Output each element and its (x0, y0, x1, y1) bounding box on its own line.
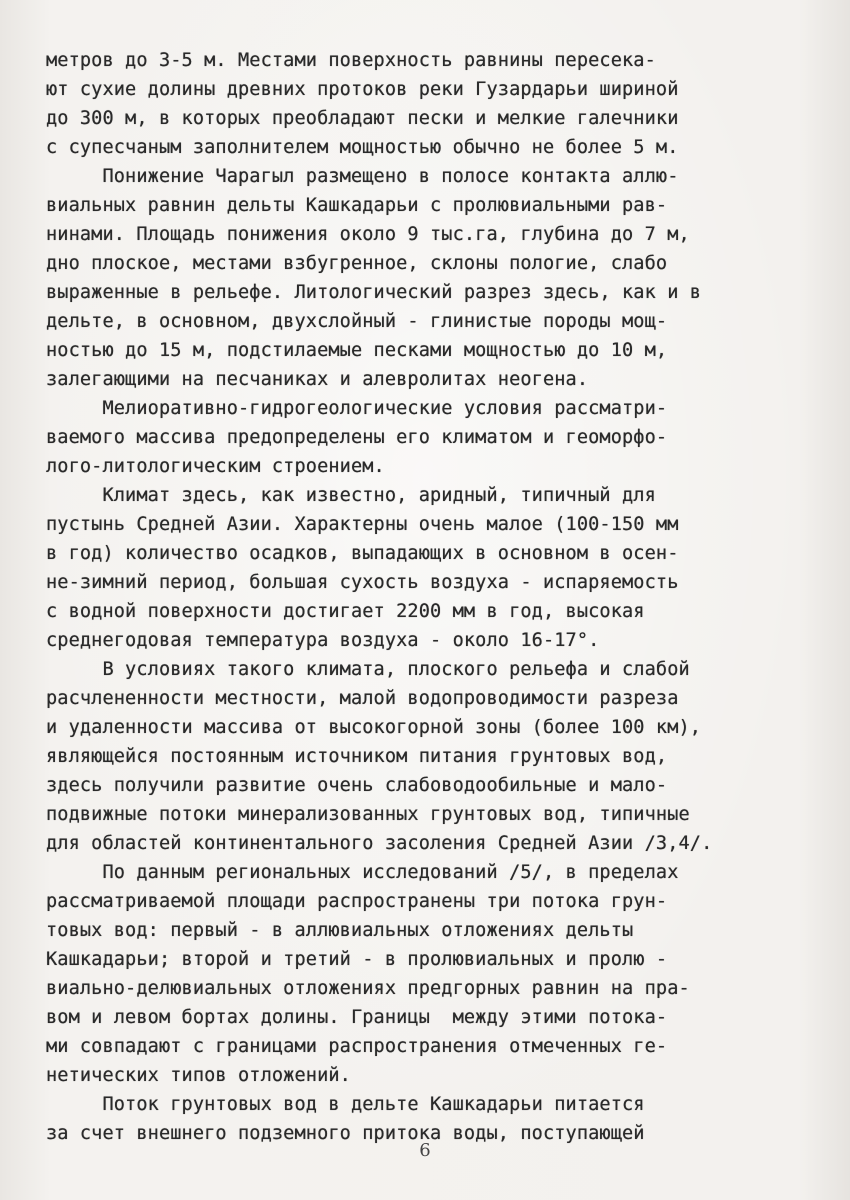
page-number: 6 (419, 1140, 431, 1161)
text-line-16: Климат здесь, как известно, аридный, типичный для (46, 485, 656, 506)
text-line-10: дельте, в основном, двухслойный - глинистые породы мощ- (46, 311, 668, 332)
text-line-28: для областей континентального засоления Средней Азии /3,4/. (46, 833, 713, 854)
text-line-6: виальных равнин дельты Кашкадарьи с пролювиальными рав- (46, 195, 668, 216)
text-line-2: ют сухие долины древних протоков реки Гузардарьи шириной (46, 79, 679, 100)
text-line-38: за счет внешнего подземного притока воды, поступающей (46, 1123, 645, 1144)
text-line-22: В условиях такого климата, плоского рельефа и слабой (46, 659, 690, 680)
text-line-29: По данным региональных исследований /5/, в пределах (46, 862, 679, 883)
text-line-7: нинами. Площадь понижения около 9 тыс.га, глубина до 7 м, (46, 224, 690, 245)
text-line-27: подвижные потоки минерализованных грунтовых вод, типичные (46, 804, 690, 825)
text-line-14: ваемого массива предопределены его климатом и геоморфо- (46, 427, 668, 448)
text-line-3: до 300 м, в которых преобладают пески и мелкие галечники (46, 108, 679, 129)
text-line-33: виально-делювиальных отложениях предгорных равнин на пра- (46, 978, 690, 999)
text-line-18: в год) количество осадков, выпадающих в основном в осен- (46, 543, 679, 564)
text-line-32: Кашкадарьи; второй и третий - в пролювиальных и пролю - (46, 949, 668, 970)
text-line-23: расчлененности местности, малой водопроводимости разреза (46, 688, 679, 709)
text-line-11: ностью до 15 м, подстилаемые песками мощностью до 10 м, (46, 340, 668, 361)
text-line-35: ми совпадают с границами распространения отмеченных ге- (46, 1036, 668, 1057)
text-line-37: Поток грунтовых вод в дельте Кашкадарьи питается (46, 1094, 645, 1115)
text-line-17: пустынь Средней Азии. Характерны очень малое (100-150 мм (46, 514, 679, 535)
text-line-9: выраженные в рельефе. Литологический разрез здесь, как и в (46, 282, 702, 303)
text-line-1: метров до 3-5 м. Местами поверхность равнины пересека- (46, 50, 656, 71)
text-line-21: среднегодовая температура воздуха - около 16-17°. (46, 630, 600, 651)
text-line-31: товых вод: первый - в аллювиальных отложениях дельты (46, 920, 634, 941)
text-line-13: Мелиоративно-гидрогеологические условия рассматри- (46, 398, 668, 419)
text-line-25: являющейся постоянным источником питания грунтовых вод, (46, 746, 668, 767)
text-line-20: с водной поверхности достигает 2200 мм в год, высокая (46, 601, 645, 622)
text-line-15: лого-литологическим строением. (46, 456, 385, 477)
text-line-5: Понижение Чарагыл размещено в полосе контакта аллю- (46, 166, 679, 187)
text-line-26: здесь получили развитие очень слабоводообильные и мало- (46, 775, 668, 796)
text-line-34: вом и левом бортах долины. Границы между этими потока- (46, 1007, 668, 1028)
text-line-30: рассматриваемой площади распространены три потока грун- (46, 891, 668, 912)
text-line-4: с супесчаным заполнителем мощностью обычно не более 5 м. (46, 137, 679, 158)
body-text (46, 46, 826, 1148)
text-line-36: нетических типов отложений. (46, 1065, 351, 1086)
text-line-19: не-зимний период, большая сухость воздуха - испаряемость (46, 572, 679, 593)
text-line-12: залегающими на песчаниках и алевролитах неогена. (46, 369, 589, 390)
text-line-24: и удаленности массива от высокогорной зоны (более 100 км), (46, 717, 702, 738)
text-line-8: дно плоское, местами взбугренное, склоны пологие, слабо (46, 253, 668, 274)
